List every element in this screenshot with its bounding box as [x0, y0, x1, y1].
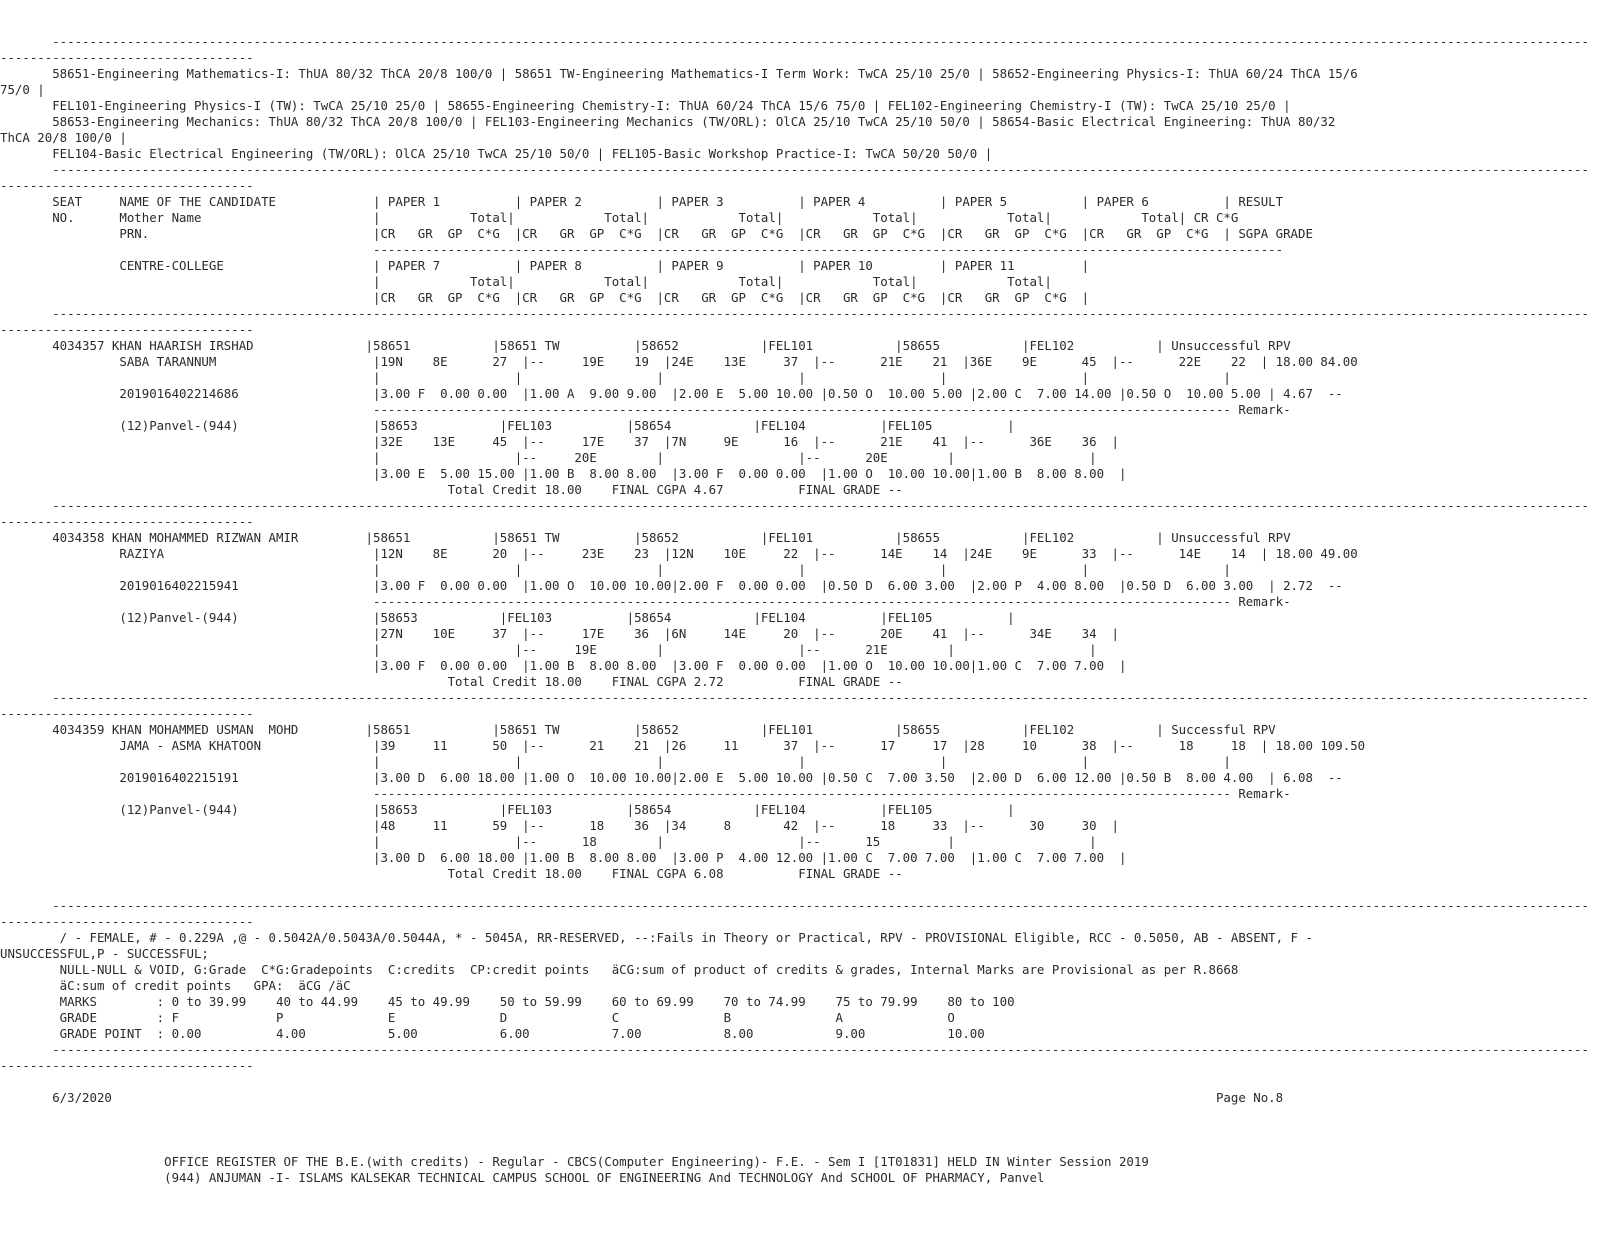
register-line: ------------------------------------------------------------------------------------------------------------------- Remark-	[0, 786, 1291, 801]
register-line: ----------------------------------	[0, 322, 254, 337]
register-line: --------------------------------------------------------------------------------------------------------------------------------------------------------------------------------------------------------------	[0, 898, 1589, 913]
register-line	[0, 882, 1600, 898]
register-line: PRN. |CR GR GP C*G |CR GR GP C*G |CR GR GP C*G |CR GR GP C*G |CR GR GP C*G |CR GR GP C*G | SGPA GRADE	[0, 226, 1313, 241]
register-line: |27N 10E 37 |-- 17E 36 |6N 14E 20 |-- 20E 41 |-- 34E 34 |	[0, 626, 1119, 641]
register-line: ----------------------------------	[0, 706, 254, 721]
register-line: (12)Panvel-(944) |58653 |FEL103 |58654 |FEL104 |FEL105 |	[0, 418, 1015, 433]
register-line: FEL101-Engineering Physics-I (TW): TwCA 25/10 25/0 | 58655-Engineering Chemistry-I: ThUA 60/24 ThCA 15/6 75/0 | FEL102-Engineering Chemistry-I (TW): TwCA 25/10 25/0 |	[0, 98, 1291, 113]
register-line: --------------------------------------------------------------------------------------------------------------------------------------------------------------------------------------------------------------	[0, 690, 1589, 705]
register-line: (944) ANJUMAN -I- ISLAMS KALSEKAR TECHNICAL CAMPUS SCHOOL OF ENGINEERING And TECHNOLOGY And SCHOOL OF PHARMACY, Panvel	[0, 1170, 1045, 1185]
register-line: 2019016402215941 |3.00 F 0.00 0.00 |1.00 O 10.00 10.00|2.00 F 0.00 0.00 |0.50 D 6.00 3.00 |2.00 P 4.00 8.00 |0.50 D 6.00 3.00 | 2.72 --	[0, 578, 1343, 593]
register-line: ----------------------------------	[0, 50, 254, 65]
register-line: --------------------------------------------------------------------------------------------------------------------------------------------------------------------------------------------------------------	[0, 162, 1589, 177]
register-line: ----------------------------------	[0, 178, 254, 193]
register-line: 75/0 |	[0, 82, 45, 97]
register-line: | | | | | | |	[0, 562, 1231, 577]
register-line: NULL-NULL & VOID, G:Grade C*G:Gradepoints C:credits CP:credit points äCG:sum of product of credits & grades, Internal Marks are Provisional as per R.8668	[0, 962, 1239, 977]
register-line: GRADE POINT : 0.00 4.00 5.00 6.00 7.00 8.00 9.00 10.00	[0, 1026, 985, 1041]
register-line: --------------------------------------------------------------------------------------------------------------------------------------------------------------------------------------------------------------	[0, 34, 1589, 49]
register-line: ----------------------------------	[0, 1058, 254, 1073]
register-line: |32E 13E 45 |-- 17E 37 |7N 9E 16 |-- 21E 41 |-- 36E 36 |	[0, 434, 1119, 449]
register-line: OFFICE REGISTER OF THE B.E.(with credits) - Regular - CBCS(Computer Engineering)- F.E. - Sem I [1T01831] HELD IN Winter Session 2019	[0, 1154, 1149, 1169]
register-line: | |-- 18 | |-- 15 | |	[0, 834, 1097, 849]
register-line: | |-- 19E | |-- 21E | |	[0, 642, 1097, 657]
register-line: (12)Panvel-(944) |58653 |FEL103 |58654 |FEL104 |FEL105 |	[0, 610, 1015, 625]
register-line	[0, 1074, 1600, 1090]
register-line: NO. Mother Name | Total| Total| Total| Total| Total| Total| CR C*G	[0, 210, 1239, 225]
register-line: 4034359 KHAN MOHAMMED USMAN MOHD |58651 |58651 TW |58652 |FEL101 |58655 |FEL102 | Successful RPV	[0, 722, 1276, 737]
register-line: |48 11 59 |-- 18 36 |34 8 42 |-- 18 33 |-- 30 30 |	[0, 818, 1119, 833]
register-line: RAZIYA |12N 8E 20 |-- 23E 23 |12N 10E 22 |-- 14E 14 |24E 9E 33 |-- 14E 14 | 18.00 49.00	[0, 546, 1358, 561]
register-line: |3.00 E 5.00 15.00 |1.00 B 8.00 8.00 |3.00 F 0.00 0.00 |1.00 O 10.00 10.00|1.00 B 8.00 8.00 |	[0, 466, 1127, 481]
register-line: FEL104-Basic Electrical Engineering (TW/ORL): OlCA 25/10 TwCA 25/10 50/0 | FEL105-Basic Workshop Practice-I: TwCA 50/20 50/0 |	[0, 146, 993, 161]
register-line: / - FEMALE, # - 0.229A ,@ - 0.5042A/0.5043A/0.5044A, * - 5045A, RR-RESERVED, --:Fails in Theory or Practical, RPV - PROVISIONAL Eligible, RCC - 0.5050, AB - ABSENT, F -	[0, 930, 1313, 945]
register-line: |CR GR GP C*G |CR GR GP C*G |CR GR GP C*G |CR GR GP C*G |CR GR GP C*G |	[0, 290, 1090, 305]
register-line: Total Credit 18.00 FINAL CGPA 2.72 FINAL GRADE --	[0, 674, 903, 689]
register-line	[0, 1138, 1600, 1154]
register-line: 58653-Engineering Mechanics: ThUA 80/32 ThCA 20/8 100/0 | FEL103-Engineering Mechanics (TW/ORL): OlCA 25/10 TwCA 25/10 50/0 | 58654-Basic Electrical Engineering: ThUA 80/32	[0, 114, 1336, 129]
register-line: | Total| Total| Total| Total| Total|	[0, 274, 1052, 289]
register-line: UNSUCCESSFUL,P - SUCCESSFUL;	[0, 946, 209, 961]
register-line: ------------------------------------------------------------------------------------------------------------------- Remark-	[0, 402, 1291, 417]
register-line: Total Credit 18.00 FINAL CGPA 6.08 FINAL GRADE --	[0, 866, 903, 881]
register-line: Total Credit 18.00 FINAL CGPA 4.67 FINAL GRADE --	[0, 482, 903, 497]
register-line: --------------------------------------------------------------------------------------------------------------------------------------------------------------------------------------------------------------	[0, 306, 1589, 321]
register-line: 6/3/2020 Page No.8	[0, 1090, 1284, 1105]
register-line: | | | | | | |	[0, 754, 1231, 769]
result-register-document	[0, 34, 1600, 1186]
register-line: --------------------------------------------------------------------------------------------------------------------------------------------------------------------------------------------------------------	[0, 1042, 1589, 1057]
register-line: 4034357 KHAN HAARISH IRSHAD |58651 |58651 TW |58652 |FEL101 |58655 |FEL102 | Unsuccessful RPV	[0, 338, 1291, 353]
register-line: SEAT NAME OF THE CANDIDATE | PAPER 1 | PAPER 2 | PAPER 3 | PAPER 4 | PAPER 5 | PAPER 6 | RESULT	[0, 194, 1284, 209]
register-line: GRADE : F P E D C B A O	[0, 1010, 955, 1025]
register-line: JAMA - ASMA KHATOON |39 11 50 |-- 21 21 |26 11 37 |-- 17 17 |28 10 38 |-- 18 18 | 18.00 109.50	[0, 738, 1366, 753]
register-line: --------------------------------------------------------------------------------------------------------------------------------------------------------------------------------------------------------------	[0, 498, 1589, 513]
register-line: ThCA 20/8 100/0 |	[0, 130, 127, 145]
register-line: ------------------------------------------------------------------------------------------------------------------- Remark-	[0, 594, 1291, 609]
register-line: äC:sum of credit points GPA: äCG /äC	[0, 978, 351, 993]
register-line: MARKS : 0 to 39.99 40 to 44.99 45 to 49.99 50 to 59.99 60 to 69.99 70 to 74.99 75 to 79.99 80 to 100	[0, 994, 1015, 1009]
register-line: |3.00 F 0.00 0.00 |1.00 B 8.00 8.00 |3.00 F 0.00 0.00 |1.00 O 10.00 10.00|1.00 C 7.00 7.00 |	[0, 658, 1127, 673]
register-line: |3.00 D 6.00 18.00 |1.00 B 8.00 8.00 |3.00 P 4.00 12.00 |1.00 C 7.00 7.00 |1.00 C 7.00 7.00 |	[0, 850, 1127, 865]
register-line	[0, 1106, 1600, 1122]
register-line: 2019016402215191 |3.00 D 6.00 18.00 |1.00 O 10.00 10.00|2.00 E 5.00 10.00 |0.50 C 7.00 3.50 |2.00 D 6.00 12.00 |0.50 B 8.00 4.00 | 6.08 --	[0, 770, 1343, 785]
register-line: 2019016402214686 |3.00 F 0.00 0.00 |1.00 A 9.00 9.00 |2.00 E 5.00 10.00 |0.50 O 10.00 5.00 |2.00 C 7.00 14.00 |0.50 O 10.00 5.00 | 4.67 --	[0, 386, 1343, 401]
register-line: ----------------------------------	[0, 514, 254, 529]
register-line: | |-- 20E | |-- 20E | |	[0, 450, 1097, 465]
register-line: --------------------------------------------------------------------------------------------------------------------------	[0, 242, 1284, 257]
register-line: (12)Panvel-(944) |58653 |FEL103 |58654 |FEL104 |FEL105 |	[0, 802, 1015, 817]
register-line: CENTRE-COLLEGE | PAPER 7 | PAPER 8 | PAPER 9 | PAPER 10 | PAPER 11 |	[0, 258, 1090, 273]
register-line: ----------------------------------	[0, 914, 254, 929]
register-line: SABA TARANNUM |19N 8E 27 |-- 19E 19 |24E 13E 37 |-- 21E 21 |36E 9E 45 |-- 22E 22 | 18.00 84.00	[0, 354, 1358, 369]
register-line: 58651-Engineering Mathematics-I: ThUA 80/32 ThCA 20/8 100/0 | 58651 TW-Engineering Mathematics-I Term Work: TwCA 25/10 25/0 | 58652-Engineering Physics-I: ThUA 60/24 ThCA 15/6	[0, 66, 1358, 81]
register-line: | | | | | | |	[0, 370, 1231, 385]
register-line	[0, 1122, 1600, 1138]
register-line: 4034358 KHAN MOHAMMED RIZWAN AMIR |58651 |58651 TW |58652 |FEL101 |58655 |FEL102 | Unsuccessful RPV	[0, 530, 1291, 545]
